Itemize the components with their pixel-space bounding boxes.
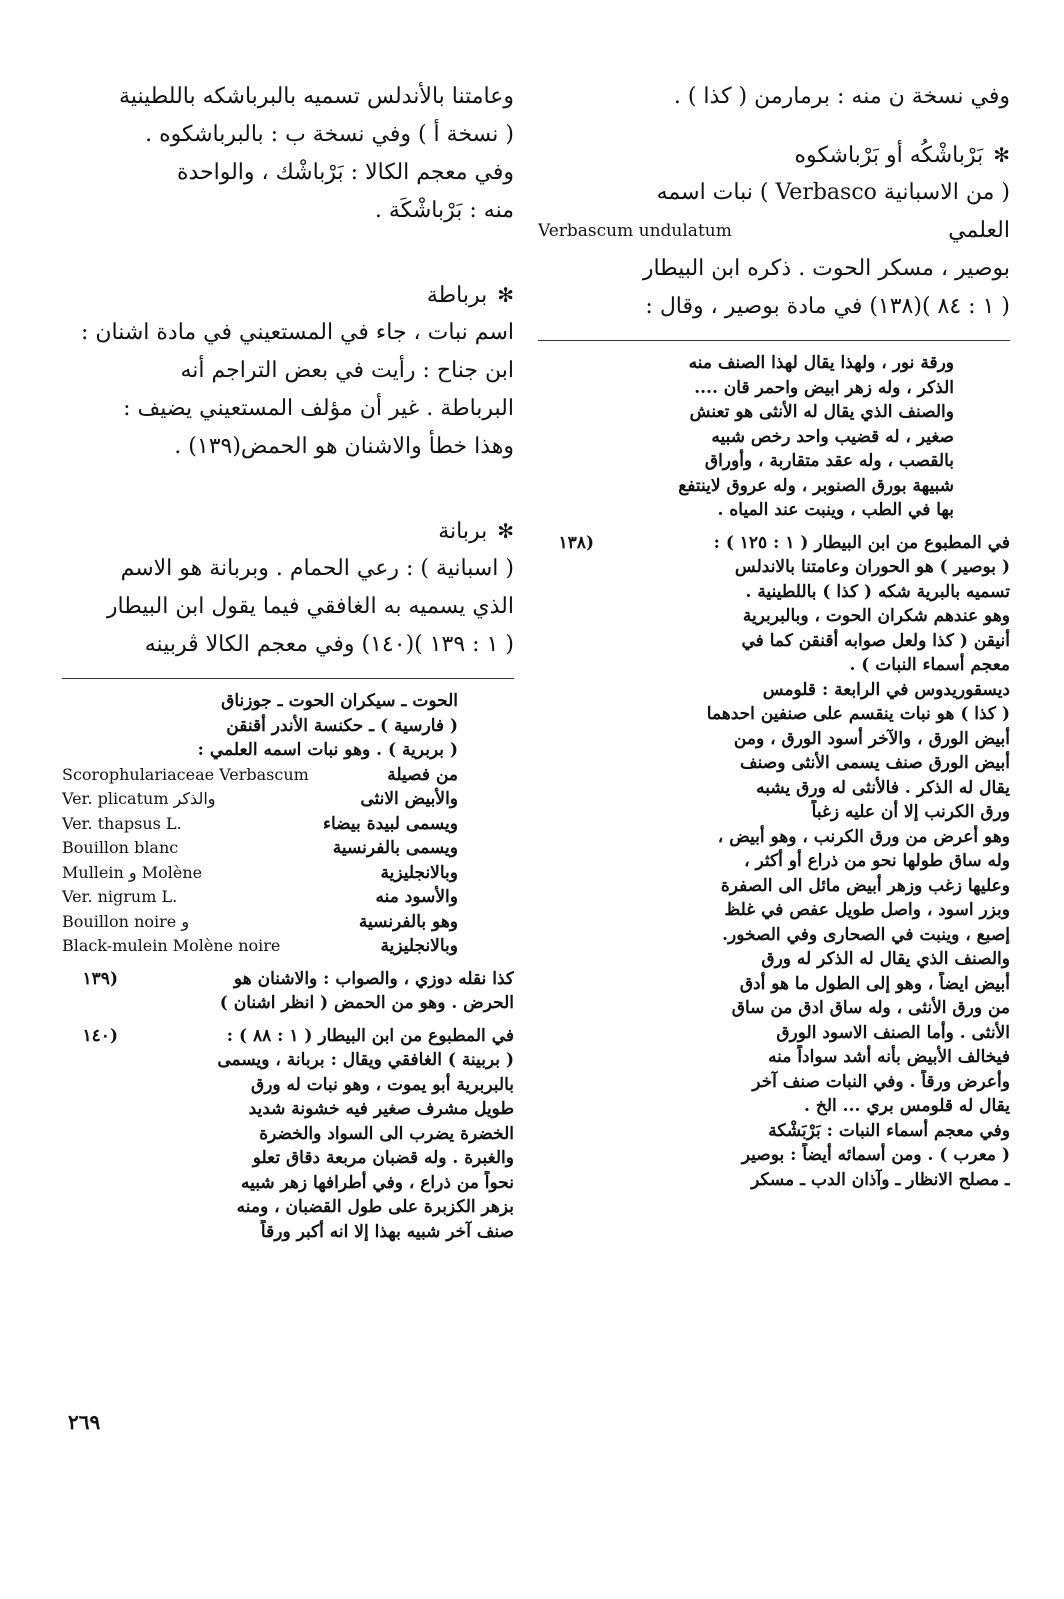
- note-line: إصبع ، وينبت في الصحارى وفي الصخور.: [722, 924, 1010, 945]
- note-line: الأنثى . وأما الصنف الاسود الورق: [776, 1022, 1010, 1043]
- note-line: الحوت ـ سيكران الحوت ـ جوزناق: [221, 691, 458, 711]
- footnote: [538, 531, 1010, 1193]
- note-line: أبيض ايضاً ، وهو إلى الطول ما هو أدق: [739, 973, 1010, 994]
- latin-row-name: Bouillon noire و: [62, 911, 190, 931]
- latin-row-name: Mullein و Molène: [62, 862, 203, 882]
- line-text: ابن جناح : رأيت في بعض التراجم أنه: [180, 358, 514, 383]
- footnote-divider: [62, 678, 514, 679]
- page-number: ٢٦٩: [68, 1410, 101, 1434]
- line-text: ( ١ : ١٣٩ )(١٤٠) وفي معجم الكالا ڤربينه: [144, 632, 514, 657]
- note-line: ( فارسية ) ـ حكنسة الأندر أقنقن: [226, 715, 458, 736]
- latin-row-arabic: والأبيض الانثى: [360, 789, 458, 809]
- note-line: ورقة نور ، ولهذا يقال لهذا الصنف منه: [688, 353, 954, 373]
- note-line: ( بربرية ) . وهو نبات اسمه العلمي :: [197, 740, 458, 760]
- latin-row-arabic: ويسمى بالفرنسية: [332, 838, 458, 858]
- latin-row: [62, 934, 458, 959]
- latin-row: [62, 885, 458, 910]
- note-line: شبيهة بورق الصنوبر ، وله عروق لاينتفع: [678, 475, 954, 496]
- latin-row: [62, 787, 458, 812]
- entry-heading: [538, 136, 1010, 174]
- asterisk-icon: ✻: [497, 519, 514, 543]
- note-line: والصنف الذي يقال له الذكر له ورق: [761, 949, 1010, 969]
- line-text: ( اسبانية ) : رعي الحمام . وبربانة هو الاسم: [120, 556, 514, 581]
- entry-title: بربانة: [438, 519, 488, 544]
- footnote-number: (١٣٩: [82, 968, 118, 989]
- left-column: [62, 78, 514, 1244]
- note-line: ـ مصلح الانظار ـ وآذان الدب ـ مسكر: [751, 1169, 1010, 1190]
- note-line: بها في الطب ، وينبت عند المياه .: [717, 500, 954, 520]
- note-line: والصنف الذي يقال له الأنثى هو تعنش: [689, 402, 954, 422]
- left-notes: [62, 689, 514, 1244]
- line-text: منه : بَرْباشْكَة .: [374, 198, 514, 223]
- note-line: أبيض الورق ، والآخر أسود الورق ، ومن: [733, 728, 1010, 749]
- note-line: ( بربينة ) الغافقي ويقال : بربانة ، ويسمى: [217, 1050, 514, 1070]
- note-line: فيخالف الأبيض بأنه أشد سواداً منه: [768, 1047, 1010, 1067]
- text-line: [62, 588, 514, 626]
- text-line: [538, 212, 1010, 250]
- text-line: [62, 314, 514, 352]
- spacer: [538, 116, 1010, 136]
- footnote-body: [594, 531, 1010, 1193]
- note-line: ( معرب ) . ومن أسمائه أيضاً : بوصير: [741, 1145, 1010, 1165]
- text-line: [62, 78, 514, 116]
- text-line: [62, 352, 514, 390]
- note-line: يقال له الذكر . فالأنثى له ورق يشبه: [756, 777, 1010, 798]
- note-line: الخضرة يضرب الى السواد والخضرة: [259, 1123, 514, 1144]
- latin-row: [62, 861, 458, 886]
- text-line: [62, 154, 514, 192]
- text-line: [538, 78, 1010, 116]
- note-line: وعليها زغب وزهر أبيض مائل الى الصفرة: [720, 875, 1010, 896]
- latin-row: [62, 763, 458, 788]
- line-text: وعامتنا بالأندلس تسميه بالبرباشكه باللطينية: [119, 84, 514, 109]
- line-text: العلمي: [948, 218, 1010, 243]
- note-line: تسميه بالبرية شكه ( كذا ) باللطينية .: [745, 581, 1010, 602]
- note-line: كذا نقله دوزي ، والصواب : والاشنان هو: [233, 968, 514, 989]
- note-line: الذكر ، وله زهر ابيض واحمر قان ....: [694, 377, 954, 398]
- latin-row-arabic: وبالانجليزية: [380, 936, 458, 956]
- line-text: وفي نسخة ن منه : برمارمن ( كذا ) .: [673, 84, 1010, 109]
- footnote-body: [118, 1024, 514, 1245]
- line-text: وهذا خطأ والاشنان هو الحمض(١٣٩) .: [174, 434, 514, 459]
- note-line: وفي معجم أسماء النبات : بَرْبَشْكة: [768, 1120, 1010, 1141]
- note-continuation: [538, 351, 1010, 523]
- note-line: بزهر الكزبرة على طول القضبان ، ومنه: [236, 1197, 514, 1217]
- note-line: بالقصب ، وله عقد متقاربة ، وأوراق: [704, 451, 954, 471]
- latin-row-name: Scorophulariaceae Verbascum: [62, 764, 309, 784]
- note-line: في المطبوع من ابن البيطار ( ١ : ١٢٥ ) :: [713, 532, 1010, 553]
- latin-row: [62, 812, 458, 837]
- entry-title: بَرْباشْكُه أو بَرْباشكوه: [794, 143, 984, 168]
- note-line: أبيض الورق صنف يسمى الأنثى وصنف: [740, 753, 1010, 773]
- spacer: [62, 230, 514, 276]
- note-line: نحواً من ذراع ، وفي أطرافها زهر شبيه: [241, 1172, 514, 1193]
- latin-row: [62, 910, 458, 935]
- note-continuation: [62, 689, 514, 959]
- text-line: [62, 116, 514, 154]
- note-line: الحرض . وهو من الحمض ( انظر اشنان ): [219, 993, 514, 1013]
- latin-row-name: Black-mulein Molène noire: [62, 936, 281, 955]
- footnote: [62, 967, 514, 1016]
- note-line: وبزر اسود ، واصل طويل عفص في غلظ: [724, 900, 1010, 920]
- note-line: وله ساق طولها نحو من ذراع أو أكثر ،: [744, 851, 1010, 871]
- latin-row-name: Bouillon blanc: [62, 838, 179, 857]
- footnote: [62, 1024, 514, 1245]
- entry-title: برباطة: [426, 283, 488, 308]
- latin-row-arabic: ويسمى لبيدة بيضاء: [323, 813, 458, 834]
- right-main-text: [538, 78, 1010, 326]
- note-line: ( بوصير ) هو الحوران وعامتنا بالاندلس: [734, 557, 1010, 577]
- spacer: [62, 466, 514, 512]
- text-line: [62, 390, 514, 428]
- latin-row: [62, 836, 458, 861]
- line-text: ( من الاسبانية Verbasco ) نبات اسمه: [656, 180, 1010, 205]
- line-text: الذي يسميه به الغافقي فيما يقول ابن البيطار: [106, 594, 514, 619]
- note-line: من ورق الأنثى ، وله ساق ادق من ساق: [731, 998, 1010, 1018]
- text-line: [62, 192, 514, 230]
- footnote-divider: [538, 340, 1010, 341]
- text-line: [538, 174, 1010, 212]
- line-text: اسم نبات ، جاء في المستعيني في مادة اشنان :: [80, 320, 514, 345]
- latin-row-arabic: والأسود منه: [375, 887, 458, 907]
- left-main-text: [62, 78, 514, 664]
- latin-row-name: Ver. nigrum L.: [62, 887, 178, 906]
- note-line: صغير ، له قضيب واحد رخص شبيه: [711, 426, 954, 447]
- note-line: ديسقوريدوس في الرابعة : قلومس: [762, 679, 1010, 700]
- right-notes: [538, 351, 1010, 1192]
- footnote-body: [118, 967, 514, 1016]
- text-line: [62, 428, 514, 466]
- line-text: وفي معجم الكالا : بَرْباشْك ، والواحدة: [176, 160, 514, 185]
- note-line: في المطبوع من ابن البيطار ( ١ : ٨٨ ) :: [226, 1025, 514, 1046]
- latin-row-arabic: وهو بالفرنسية: [358, 911, 458, 932]
- latin-row-name: Ver. thapsus L.: [62, 813, 182, 833]
- entry-heading: [62, 512, 514, 550]
- note-line: يقال له قلومس بري ... الخ .: [804, 1096, 1010, 1116]
- text-line: [538, 288, 1010, 326]
- spacer: [62, 959, 514, 967]
- asterisk-icon: ✻: [993, 143, 1010, 167]
- latin-row-arabic: وبالانجليزية: [380, 862, 458, 883]
- entry-heading: [62, 276, 514, 314]
- footnote-number: (١٣٨: [558, 532, 594, 553]
- text-line: [62, 550, 514, 588]
- line-text: بوصير ، مسكر الحوت . ذكره ابن البيطار: [642, 256, 1010, 281]
- line-text: ( نسخة أ ) وفي نسخة ب : بالبرباشكوه .: [145, 122, 514, 147]
- note-line: ورق الكرنب إلا أن عليه زغباً: [811, 802, 1010, 822]
- text-line: [538, 250, 1010, 288]
- note-line: والغبرة . وله قضبان مربعة دقاق تعلو: [252, 1148, 514, 1168]
- spacer: [538, 523, 1010, 531]
- spacer: [62, 1016, 514, 1024]
- note-line: بالبربرية أبو يموت ، وهو نبات له ورق: [251, 1074, 514, 1095]
- footnote-number: (١٤٠: [82, 1025, 118, 1046]
- right-column: [538, 78, 1010, 1192]
- latin-row-name: Ver. plicatum والذكر: [62, 789, 216, 808]
- asterisk-icon: ✻: [497, 283, 514, 307]
- line-text: ( ١ : ٨٤ )(١٣٨) في مادة بوصير ، وقال :: [645, 294, 1010, 319]
- note-line: وهو أعرض من ورق الكرنب ، وهو أبيض ،: [717, 826, 1010, 847]
- text-line: [62, 626, 514, 664]
- note-line: صنف آخر شبيه بهذا إلا انه أكبر ورقاً: [260, 1221, 514, 1242]
- note-line: وأعرض ورقاً . وفي النبات صنف آخر: [752, 1071, 1010, 1092]
- line-text: البرباطة . غير أن مؤلف المستعيني يضيف :: [123, 396, 514, 421]
- latin-name: Verbascum undulatum: [538, 221, 732, 241]
- note-line: معجم أسماء النبات ) .: [849, 655, 1010, 675]
- latin-row-arabic: من فصيلة: [387, 764, 458, 785]
- note-line: ( كذا ) هو نبات ينقسم على صنفين احدهما: [706, 704, 1010, 724]
- note-line: أنيقن ( كذا ولعل صوابه أقنقن كما في: [741, 630, 1010, 651]
- note-line: وهو عندهم شكران الحوت ، وبالبربرية: [742, 606, 1010, 626]
- note-line: طويل مشرف صغير فيه خشونة شديد: [248, 1099, 514, 1119]
